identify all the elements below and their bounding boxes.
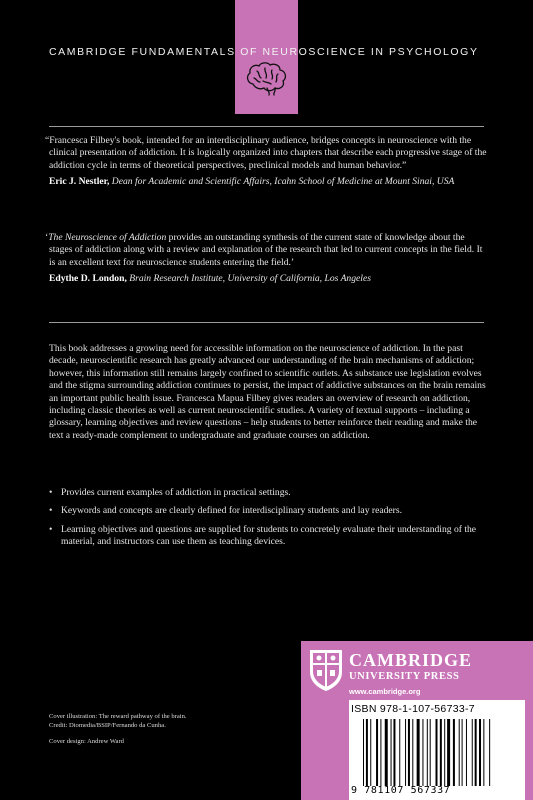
endorsement-quote: “Francesca Filbey's book, intended for an interdisciplinary audience, bridges concepts in neuroscience with the clinical presentation of addiction. It is logically organized into chapters that describe each progressive stage of the addiction cycle in terms of theoretical perspectives, preclinical models and human behavior.”	[45, 135, 487, 171]
design-credit: Cover design: Andrew Ward	[49, 737, 124, 745]
barcode-panel	[349, 700, 525, 800]
book-description	[49, 343, 489, 442]
endorser-name: Eric J. Nestler,	[49, 176, 110, 188]
publisher-name: CAMBRIDGE	[349, 650, 473, 670]
endorser-affiliation: Brain Research Institute, University of California, Los Angeles	[129, 273, 371, 285]
list-item: • Keywords and concepts are clearly defined for interdisciplinary students and lay readers.	[49, 505, 489, 517]
publisher-subtitle: UNIVERSITY PRESS	[349, 671, 460, 682]
endorsement-1	[45, 135, 489, 189]
publisher-box	[301, 641, 533, 800]
description-paragraph: This book addresses a growing need for accessible information on the neuroscience of addiction. In the past decade, neuroscientific research has greatly advanced our understanding of the brain mechanisms of addiction; however, this information still remains largely confined to scientific outlets. As substance use legislation evolves and the stigma surrounding addiction continues to persist, the impact of addictive substances on the brain remains an important public health issue. Francesca Mapua Filbey gives readers an overview of research on addiction, including classic theories as well as current neuroscientific studies. A variety of textual supports – including a glossary, learning objectives and review questions – help students to better reinforce their reading and make the text a ready-made complement to undergraduate and graduate courses on addiction.	[49, 343, 486, 441]
photo-credit: Credit: Diomedia/BSIP/Fernando da Cunha.	[49, 722, 166, 730]
list-item: • Learning objectives and questions are supplied for students to concretely evaluate their understanding of the material, and instructors can use them as teaching devices.	[49, 524, 489, 549]
book-title: The Neuroscience of Addiction	[48, 232, 167, 243]
isbn-label: ISBN 978-1-107-56733-7	[351, 703, 475, 715]
barcode-number: 9 781107 567337	[351, 785, 451, 796]
middle-divider	[49, 322, 484, 323]
quote-open-mark: ‘	[45, 232, 49, 243]
cambridge-crest-icon	[308, 648, 344, 692]
barcode	[363, 719, 521, 786]
publisher-url: www.cambridge.org	[349, 687, 421, 696]
top-divider	[49, 126, 484, 127]
endorser-name: Edythe D. London,	[49, 273, 127, 285]
illustration-credit: Cover illustration: The reward pathway of the brain.	[49, 713, 187, 720]
endorser-affiliation: Dean for Academic and Scientific Affairs, Icahn School of Medicine at Mount Sinai, USA	[111, 176, 455, 188]
list-item: • Provides current examples of addiction in practical settings.	[49, 487, 489, 499]
endorsement-attribution	[49, 176, 489, 188]
feature-list	[49, 487, 489, 555]
brain-icon	[245, 62, 288, 96]
quote-body: provides an outstanding synthesis of the current state of knowledge about the stages of addiction along with a review and explanation of the research that led to current concepts in the field. It is an excellent text for neuroscience students entering the field.’	[49, 232, 483, 268]
cover-credits	[49, 712, 187, 746]
endorsement-2	[45, 232, 489, 286]
endorsement-quote	[45, 232, 489, 269]
series-header	[0, 0, 533, 120]
endorsement-attribution	[49, 273, 489, 285]
series-title: CAMBRIDGE FUNDAMENTALS OF NEUROSCIENCE IN PSYCHOLOGY	[49, 46, 479, 58]
